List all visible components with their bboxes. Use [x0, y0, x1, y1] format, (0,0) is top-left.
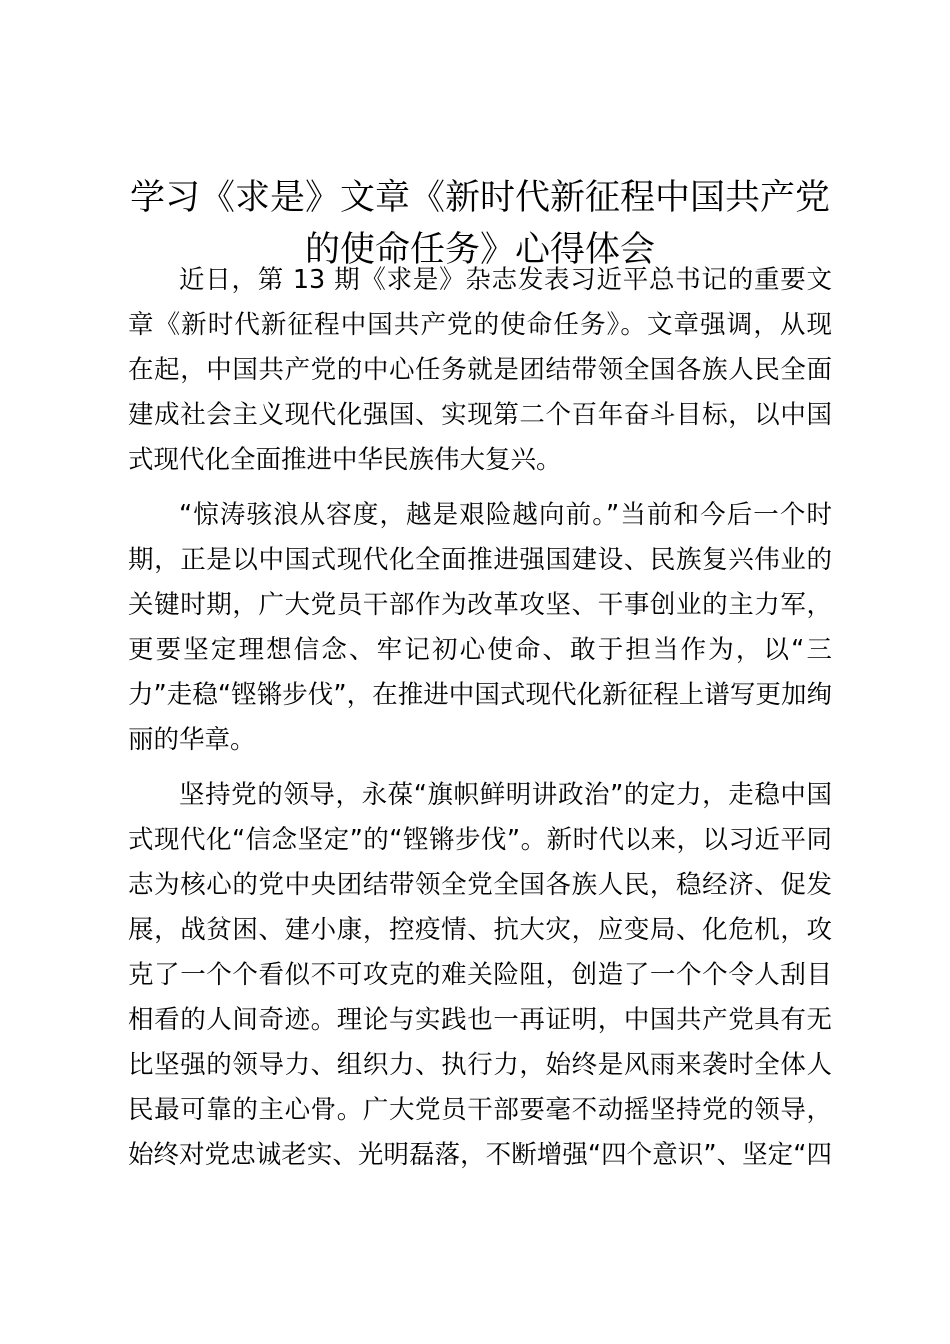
paragraph-line: 比坚强的领导力、组织力、执行力，始终是风雨来袭时全体人	[128, 1050, 832, 1080]
paragraph-line: 志为核心的党中央团结带领全党全国各族人民，稳经济、促发	[128, 870, 832, 900]
paragraph-line: 坚持党的领导，永葆“旗帜鲜明讲政治”的定力，走稳中国	[179, 780, 832, 810]
paragraph-spacer	[128, 763, 832, 773]
paragraph-line: 近日，第 13 期《求是》杂志发表习近平总书记的重要文	[179, 265, 832, 295]
title-line-2: 的使命任务》心得体会	[304, 230, 655, 270]
title-line-1: 学习《求是》文章《新时代新征程中国共产党	[129, 178, 830, 218]
paragraph-line: 民最可靠的主心骨。广大党员干部要毫不动摇坚持党的领导，	[128, 1095, 832, 1125]
paragraph-line: 式现代化“信念坚定”的“铿锵步伐”。新时代以来，以习近平同	[128, 825, 832, 855]
paragraph-2	[128, 493, 832, 763]
paragraph-line: 章《新时代新征程中国共产党的使命任务》。文章强调，从现	[128, 310, 832, 340]
paragraph-spacer	[128, 483, 832, 493]
paragraph-line: 期，正是以中国式现代化全面推进强国建设、民族复兴伟业的	[128, 545, 832, 575]
paragraph-line: 式现代化全面推进中华民族伟大复兴。	[128, 445, 562, 475]
paragraph-line: 始终对党忠诚老实、光明磊落，不断增强“四个意识”、坚定“四	[128, 1140, 832, 1170]
paragraph-line: 力”走稳“铿锵步伐”，在推进中国式现代化新征程上谱写更加绚	[128, 680, 832, 710]
paragraph-line: 丽的华章。	[128, 725, 256, 755]
paragraph-line: 相看的人间奇迹。理论与实践也一再证明，中国共产党具有无	[128, 1005, 832, 1035]
paragraph-3	[128, 773, 832, 1178]
paragraph-line: 克了一个个看似不可攻克的难关险阻，创造了一个个令人刮目	[128, 960, 832, 990]
paragraph-line: “惊涛骇浪从容度，越是艰险越向前。”当前和今后一个时	[179, 500, 832, 530]
document-body	[128, 258, 832, 1178]
paragraph-line: 展，战贫困、建小康，控疫情、抗大灾，应变局、化危机，攻	[128, 915, 832, 945]
paragraph-line: 建成社会主义现代化强国、实现第二个百年奋斗目标，以中国	[128, 400, 832, 430]
paragraph-line: 关键时期，广大党员干部作为改革攻坚、干事创业的主力军，	[128, 590, 832, 620]
paragraph-line: 更要坚定理想信念、牢记初心使命、敢于担当作为，以“三	[128, 635, 832, 665]
paragraph-1	[128, 258, 832, 483]
paragraph-line: 在起，中国共产党的中心任务就是团结带领全国各族人民全面	[128, 355, 832, 385]
